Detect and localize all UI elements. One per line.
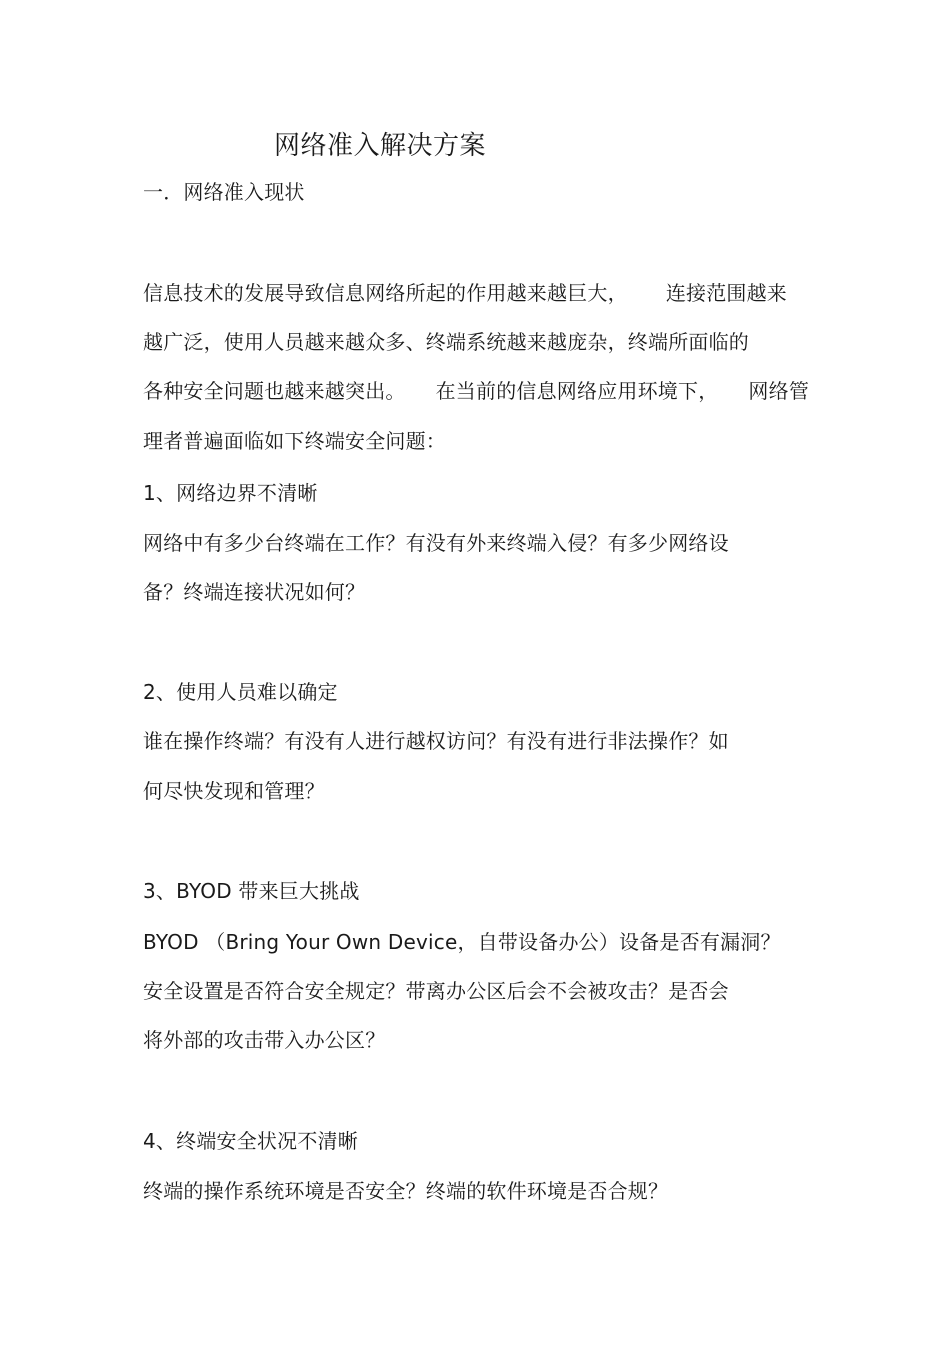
item-heading: 2、使用人员难以确定 — [143, 680, 338, 704]
paragraph-text: 信息技术的发展导致信息网络所起的作用越来越巨大， — [143, 281, 628, 305]
item-text-line: 备？终端连接状况如何？ — [143, 580, 366, 604]
document-title: 网络准入解决方案 — [274, 131, 487, 161]
section-heading: 一．网络准入现状 — [143, 180, 305, 204]
item-text-line: 网络中有多少台终端在工作？有没有外来终端入侵？有多少网络设 — [143, 531, 729, 555]
item-text-line: 终端的操作系统环境是否安全？终端的软件环境是否合规？ — [143, 1179, 669, 1203]
item-heading: 1、网络边界不清晰 — [143, 481, 318, 505]
paragraph-text: 连接范围越来 — [665, 281, 788, 305]
paragraph-text: 网络管 — [748, 379, 810, 403]
paragraph-line — [143, 377, 809, 405]
item-text-line: BYOD （Bring Your Own Device，自带设备办公）设备是否有漏洞？ — [143, 930, 781, 954]
paragraph-line — [143, 279, 787, 307]
item-text-line: 何尽快发现和管理？ — [143, 779, 325, 803]
paragraph-line: 理者普遍面临如下终端安全问题： — [143, 429, 446, 453]
item-text-line: 安全设置是否符合安全规定？带离办公区后会不会被攻击？是否会 — [143, 979, 729, 1003]
paragraph-line: 越广泛，使用人员越来越众多、终端系统越来越庞杂，终端所面临的 — [143, 330, 749, 354]
item-text-line: 将外部的攻击带入办公区？ — [143, 1028, 386, 1052]
item-text-line: 谁在操作终端？有没有人进行越权访问？有没有进行非法操作？如 — [143, 729, 729, 753]
paragraph-text: 各种安全问题也越来越突出。 — [143, 379, 406, 403]
item-heading: 3、BYOD 带来巨大挑战 — [143, 879, 360, 903]
paragraph-text: 在当前的信息网络应用环境下， — [435, 379, 719, 403]
item-heading: 4、终端安全状况不清晰 — [143, 1129, 358, 1153]
